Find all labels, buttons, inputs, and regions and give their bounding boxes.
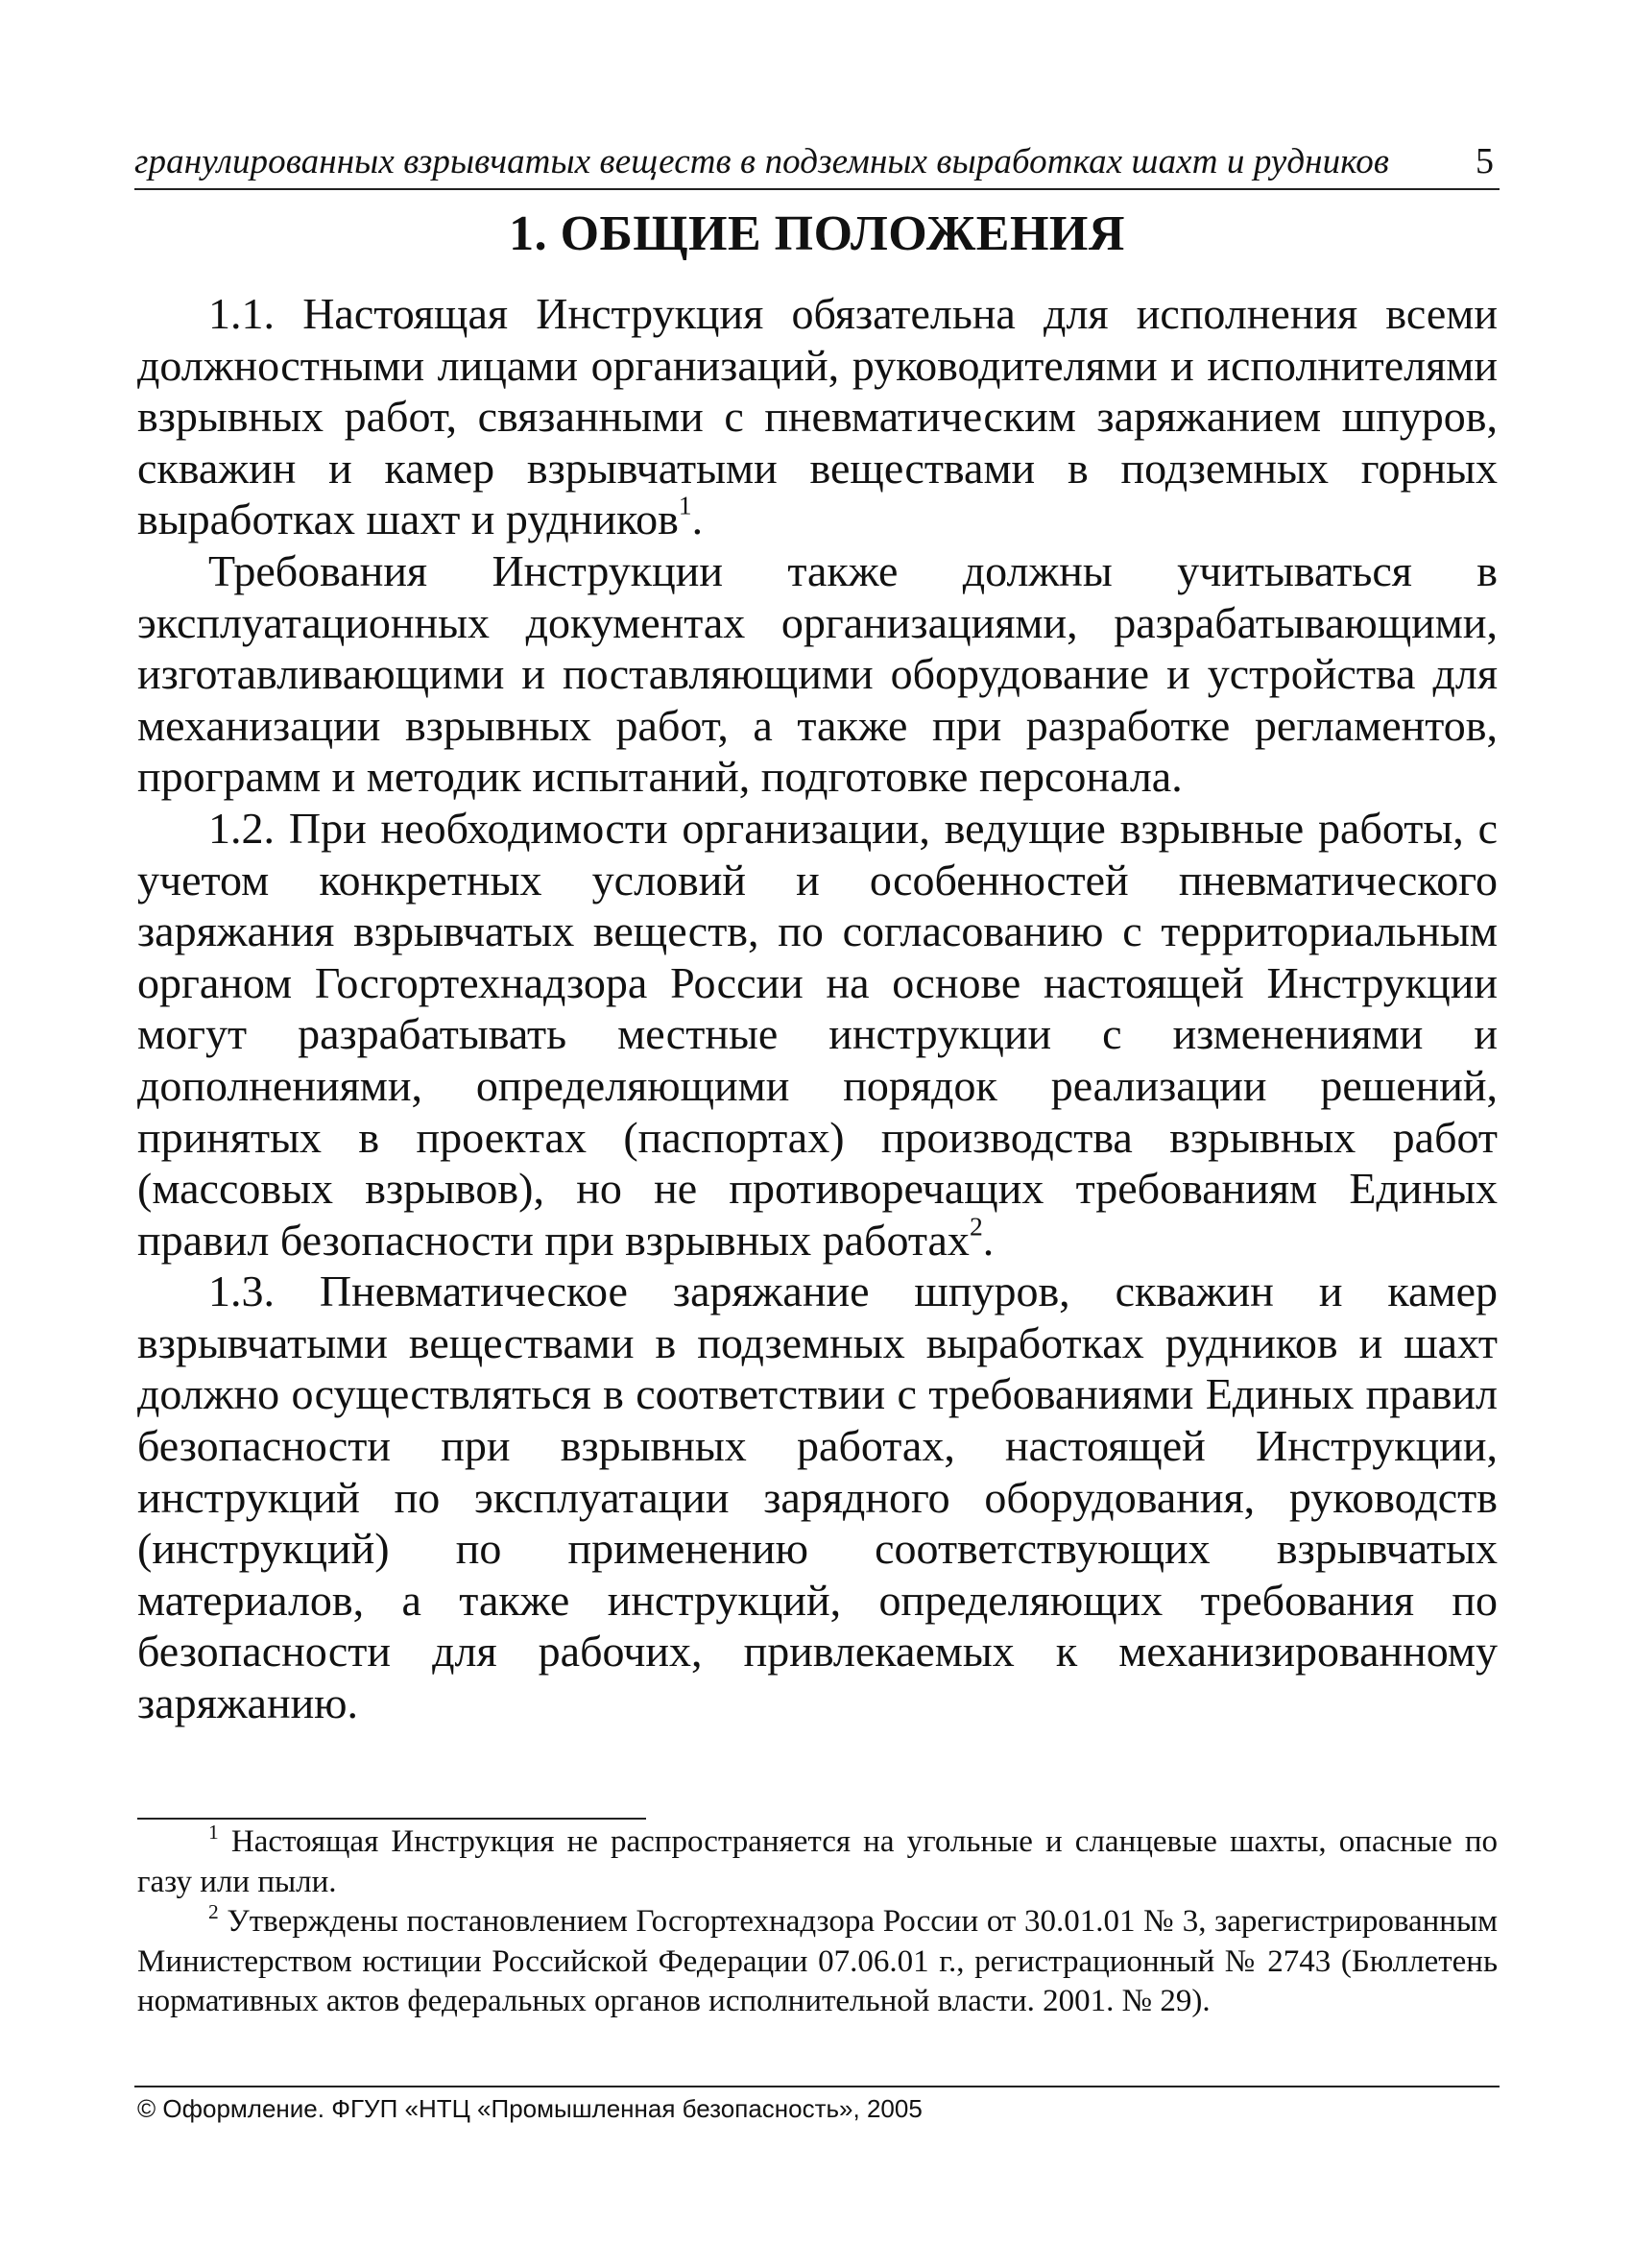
paragraph-1-3: 1.3. Пневматическое заряжание шпуров, скважин и камер взрывчатыми веществами в подземных выработках рудников и шахт должно осуществляться в соответствии с требованиями Единых правил безопасности при взрывных работах, настоящей Инструкции, инструкций по эксплуатации зарядного оборудования, руководств (инструкций) по применению соответствующих взрывчатых материалов, а также инструкций, определяющих требования по безопасности для рабочих, привлекаемых к механизированному заряжанию. [137,1267,1498,1728]
footnote-2 [137,1902,1498,2022]
body-text [137,288,1498,1729]
bottom-divider [134,2086,1500,2087]
footnote-divider [137,1818,646,1820]
footnotes [137,1822,1498,2022]
page-number: 5 [1476,141,1494,181]
section-title: 1. ОБЩИЕ ПОЛОЖЕНИЯ [509,206,1125,261]
paragraph-1-2-text: 1.2. При необходимости организации, ведущие взрывные работы, с учетом конкретных условий и особенностей пневматического заряжания взрывчатых веществ, по согласованию с территориальным органом Госгортехнадзора России на основе настоящей Инструкции могут разрабатывать местные инструкции с изменениями и дополнениями, определяющими порядок реализации решений, принятых в проектах (паспортах) производства взрывных работ (массовых взрывов), но не противоречащих требованиям Единых правил безопасности при взрывных работах [137,803,1498,1265]
footnote-2-marker: 2 [208,1900,219,1924]
footnote-ref-2[interactable]: 2 [969,1211,983,1241]
paragraph-1-2-end: . [982,1215,995,1265]
footnote-1-marker: 1 [208,1821,219,1845]
running-header [134,134,1500,190]
copyright-notice: © Оформление. ФГУП «НТЦ «Промышленная безопасность», 2005 [137,2094,923,2123]
footnote-1-text: Настоящая Инструкция не распространяется на угольные и сланцевые шахты, опасные по газу или пыли. [137,1824,1499,1899]
footnote-2-text: Утверждены постановлением Госгортехнадзора России от 30.01.01 № 3, зарегистрированным Министерством юстиции Российской Федерации 07.06.01 г., регистрационный № 2743 (Бюллетень нормативных актов федеральных органов исполнительной власти. 2001. № 29). [137,1904,1498,2018]
footnote-ref-1[interactable]: 1 [678,490,692,520]
paragraph-1-1-continued: Требования Инструкции также должны учитываться в эксплуатационных документах организациями, разрабатывающими, изготавливающими и поставляющими оборудование и устройства для механизации взрывных работ, а также при разработке регламентов, программ и методик испытаний, подготовке персонала. [137,545,1498,802]
paragraph-1-2 [137,803,1498,1266]
paragraph-1-1 [137,288,1498,545]
running-title: гранулированных взрывчатых веществ в подземных выработках шахт и рудников [134,142,1389,181]
footnote-1 [137,1822,1498,1902]
paragraph-1-1-text: 1.1. Настоящая Инструкция обязательна для исполнения всеми должностными лицами организаций, руководителями и исполнителями взрывных работ, связанными с пневматическим заряжанием шпуров, скважин и камер взрывчатыми веществами в подземных горных выработках шахт и рудников [137,289,1498,544]
paragraph-1-1-end: . [691,495,704,544]
